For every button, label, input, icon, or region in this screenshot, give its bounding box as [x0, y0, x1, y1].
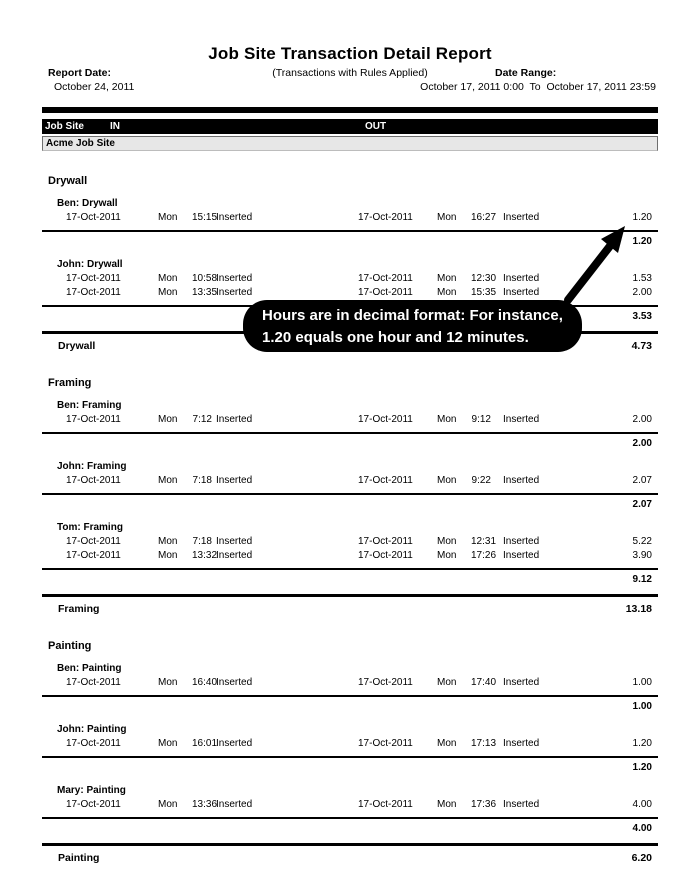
column-in: IN	[110, 121, 120, 132]
in-date: 17-Oct-2011	[66, 677, 121, 688]
callout-line1: Hours are in decimal format: For instance,	[262, 307, 563, 324]
out-status: Inserted	[503, 212, 540, 223]
employee-group	[42, 663, 658, 713]
in-day: Mon	[158, 738, 178, 749]
section-total-value: 13.18	[625, 603, 652, 615]
out-day: Mon	[437, 550, 457, 561]
date-range-value: October 17, 2011 0:00 To October 17, 2011 23:59	[420, 81, 656, 93]
hours-value: 2.00	[632, 287, 652, 298]
in-day: Mon	[158, 799, 178, 810]
out-time: 12:31	[471, 536, 497, 547]
employee-group	[42, 724, 658, 774]
in-status: Inserted	[216, 550, 253, 561]
employee-header: Ben: Painting	[57, 663, 122, 674]
in-day: Mon	[158, 212, 178, 223]
out-status: Inserted	[503, 799, 540, 810]
column-job-site: Job Site	[45, 121, 84, 132]
section-total-label: Drywall	[58, 340, 96, 352]
out-date: 17-Oct-2011	[358, 212, 413, 223]
section-total-value: 4.73	[631, 340, 652, 352]
section-total-row	[42, 852, 658, 865]
report-date-label: Report Date:	[48, 67, 112, 79]
hours-value: 1.20	[632, 738, 652, 749]
out-time: 17:36	[471, 799, 497, 810]
out-day: Mon	[437, 212, 457, 223]
subtotal-value: 9.12	[632, 574, 652, 585]
out-date: 17-Oct-2011	[358, 677, 413, 688]
out-time: 9:22	[471, 475, 491, 486]
out-day: Mon	[437, 799, 457, 810]
section-header: Drywall	[48, 175, 88, 187]
out-day: Mon	[437, 475, 457, 486]
out-day: Mon	[437, 414, 457, 425]
out-time: 12:30	[471, 273, 497, 284]
column-header-bar	[42, 119, 658, 134]
section-total-divider	[42, 843, 658, 846]
out-status: Inserted	[503, 273, 540, 284]
subtotal-value: 2.00	[632, 438, 652, 449]
in-date: 17-Oct-2011	[66, 550, 121, 561]
column-out: OUT	[365, 121, 387, 132]
subtotal-value: 1.00	[632, 701, 652, 712]
subtotal-divider	[42, 493, 658, 495]
out-status: Inserted	[503, 287, 540, 298]
employee-header: Ben: Drywall	[57, 198, 118, 209]
out-day: Mon	[437, 273, 457, 284]
in-day: Mon	[158, 414, 178, 425]
subtotal-value: 3.53	[632, 311, 652, 322]
out-time: 15:35	[471, 287, 497, 298]
section-framing	[42, 377, 658, 616]
out-date: 17-Oct-2011	[358, 414, 413, 425]
in-time: 16:40	[192, 677, 218, 688]
in-date: 17-Oct-2011	[66, 536, 121, 547]
callout-bubble	[243, 300, 582, 352]
in-date: 17-Oct-2011	[66, 273, 121, 284]
out-day: Mon	[437, 287, 457, 298]
subtotal-divider	[42, 817, 658, 819]
hours-value: 1.20	[632, 212, 652, 223]
report-date-value: October 24, 2011	[54, 81, 135, 93]
subtotal-divider	[42, 756, 658, 758]
out-status: Inserted	[503, 414, 540, 425]
in-time: 16:01	[192, 738, 218, 749]
employee-group	[42, 461, 658, 511]
section-total-divider	[42, 594, 658, 597]
transaction-row	[42, 475, 658, 487]
in-date: 17-Oct-2011	[66, 287, 121, 298]
out-time: 16:27	[471, 212, 497, 223]
in-day: Mon	[158, 287, 178, 298]
out-time: 9:12	[471, 414, 491, 425]
out-status: Inserted	[503, 677, 540, 688]
in-status: Inserted	[216, 475, 253, 486]
out-date: 17-Oct-2011	[358, 273, 413, 284]
employee-header: John: Painting	[57, 724, 127, 735]
employee-header: John: Framing	[57, 461, 127, 472]
out-time: 17:26	[471, 550, 497, 561]
hours-value: 4.00	[632, 799, 652, 810]
job-site-row: Acme Job Site	[42, 136, 658, 151]
in-date: 17-Oct-2011	[66, 212, 121, 223]
in-day: Mon	[158, 536, 178, 547]
employee-header: John: Drywall	[57, 259, 123, 270]
in-status: Inserted	[216, 287, 253, 298]
out-day: Mon	[437, 738, 457, 749]
out-status: Inserted	[503, 738, 540, 749]
in-status: Inserted	[216, 212, 253, 223]
in-time: 7:18	[192, 536, 212, 547]
out-date: 17-Oct-2011	[358, 799, 413, 810]
employee-header: Mary: Painting	[57, 785, 126, 796]
in-date: 17-Oct-2011	[66, 414, 121, 425]
callout-arrow-icon	[540, 205, 650, 315]
hours-value: 2.00	[632, 414, 652, 425]
transaction-row	[42, 536, 658, 548]
out-date: 17-Oct-2011	[358, 475, 413, 486]
transaction-row	[42, 738, 658, 750]
transaction-row	[42, 414, 658, 426]
subtotal-value: 1.20	[632, 236, 652, 247]
in-day: Mon	[158, 475, 178, 486]
section-painting	[42, 640, 658, 865]
subtotal-value: 1.20	[632, 762, 652, 773]
in-time: 7:18	[192, 475, 212, 486]
out-status: Inserted	[503, 536, 540, 547]
in-date: 17-Oct-2011	[66, 475, 121, 486]
section-header: Painting	[48, 640, 92, 652]
in-status: Inserted	[216, 273, 253, 284]
in-time: 13:32	[192, 550, 218, 561]
in-time: 7:12	[192, 414, 212, 425]
section-total-label: Framing	[58, 603, 100, 615]
out-date: 17-Oct-2011	[358, 287, 413, 298]
in-day: Mon	[158, 677, 178, 688]
in-status: Inserted	[216, 738, 253, 749]
employee-group	[42, 400, 658, 450]
section-total-label: Painting	[58, 852, 100, 864]
in-time: 13:36	[192, 799, 218, 810]
employee-header: Ben: Framing	[57, 400, 122, 411]
subtotal-divider	[42, 695, 658, 697]
section-total-value: 6.20	[631, 852, 652, 864]
subtotal-divider	[42, 432, 658, 434]
hours-value: 3.90	[632, 550, 652, 561]
out-status: Inserted	[503, 550, 540, 561]
hours-value: 2.07	[632, 475, 652, 486]
in-time: 10:58	[192, 273, 218, 284]
employee-group	[42, 522, 658, 586]
out-date: 17-Oct-2011	[358, 550, 413, 561]
out-day: Mon	[437, 677, 457, 688]
in-status: Inserted	[216, 677, 253, 688]
transaction-row	[42, 550, 658, 562]
out-time: 17:40	[471, 677, 497, 688]
report-meta	[42, 66, 658, 100]
out-time: 17:13	[471, 738, 497, 749]
hours-value: 5.22	[632, 536, 652, 547]
subtotal-value: 2.07	[632, 499, 652, 510]
in-day: Mon	[158, 273, 178, 284]
employee-group	[42, 785, 658, 835]
transaction-row	[42, 799, 658, 811]
header-divider	[42, 107, 658, 113]
date-range-label: Date Range:	[495, 67, 557, 79]
hours-value: 1.00	[632, 677, 652, 688]
in-date: 17-Oct-2011	[66, 738, 121, 749]
section-header: Framing	[48, 377, 92, 389]
in-time: 13:35	[192, 287, 218, 298]
out-date: 17-Oct-2011	[358, 536, 413, 547]
in-status: Inserted	[216, 799, 253, 810]
out-date: 17-Oct-2011	[358, 738, 413, 749]
subtotal-value: 4.00	[632, 823, 652, 834]
in-day: Mon	[158, 550, 178, 561]
section-total-row	[42, 603, 658, 616]
in-status: Inserted	[216, 414, 253, 425]
in-status: Inserted	[216, 536, 253, 547]
transaction-row	[42, 677, 658, 689]
in-time: 15:15	[192, 212, 218, 223]
in-date: 17-Oct-2011	[66, 799, 121, 810]
employee-header: Tom: Framing	[57, 522, 123, 533]
callout-line2: 1.20 equals one hour and 12 minutes.	[262, 329, 529, 346]
out-day: Mon	[437, 536, 457, 547]
page-title: Job Site Transaction Detail Report	[208, 44, 492, 63]
report-subtitle: (Transactions with Rules Applied)	[272, 67, 428, 79]
out-status: Inserted	[503, 475, 540, 486]
hours-value: 1.53	[632, 273, 652, 284]
subtotal-divider	[42, 568, 658, 570]
